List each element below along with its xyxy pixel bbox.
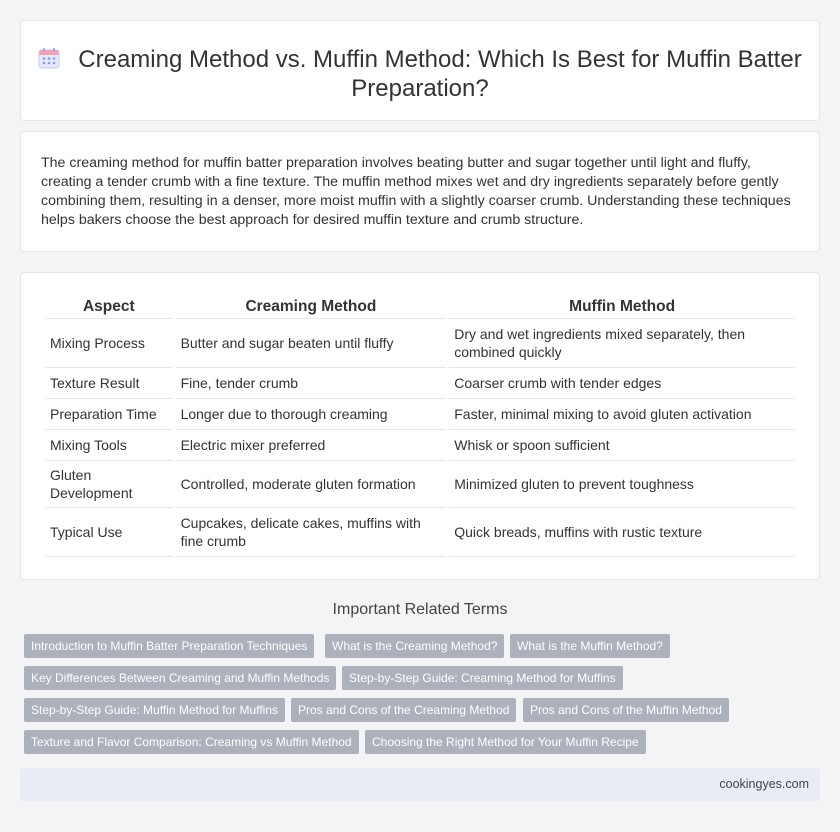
related-tag-introduction[interactable]: Introduction to Muffin Batter Preparation Techniques: [24, 634, 314, 658]
comparison-table: [42, 295, 798, 557]
cell-aspect: Mixing Process: [45, 319, 173, 368]
page-title-text: Creaming Method vs. Muffin Method: Which Is Best for Muffin Batter Preparation?: [78, 46, 802, 102]
cell-aspect: Typical Use: [45, 508, 173, 557]
comparison-card: [20, 272, 820, 580]
related-tag-choosing-method[interactable]: Choosing the Right Method for Your Muffin Recipe: [365, 730, 646, 754]
cell-aspect: Texture Result: [45, 368, 173, 399]
related-tag-texture-flavor[interactable]: Texture and Flavor Comparison: Creaming vs Muffin Method: [24, 730, 359, 754]
cell-muffin: Dry and wet ingredients mixed separately, then combined quickly: [449, 319, 795, 368]
header-creaming-method: Creaming Method: [176, 295, 447, 319]
related-tag-creaming-method[interactable]: What is the Creaming Method?: [325, 634, 504, 658]
cell-creaming: Cupcakes, delicate cakes, muffins with fine crumb: [176, 508, 447, 557]
cell-creaming: Controlled, moderate gluten formation: [176, 461, 447, 508]
table-row: [45, 430, 795, 461]
table-row: [45, 461, 795, 508]
related-terms-title: Important Related Terms: [332, 601, 508, 618]
page-title: [21, 45, 819, 103]
cell-muffin: Faster, minimal mixing to avoid gluten activation: [449, 399, 795, 430]
related-tag-muffin-method[interactable]: What is the Muffin Method?: [510, 634, 670, 658]
cell-creaming: Electric mixer preferred: [176, 430, 447, 461]
cell-creaming: Fine, tender crumb: [176, 368, 447, 399]
intro-paragraph: The creaming method for muffin batter preparation involves beating butter and sugar together until light and fluffy, creating a tender crumb with a fine texture. The muffin method mixes wet and dry ingredients separately before gently combining them, resulting in a denser, more moist muffin with a slightly coarser crumb. Understanding these techniques helps bakers choose the best approach for desired muffin texture and crumb structure.: [41, 155, 791, 228]
header-muffin-method: Muffin Method: [449, 295, 795, 319]
footer: [20, 768, 820, 801]
related-tag-key-differences[interactable]: Key Differences Between Creaming and Muffin Methods: [24, 666, 336, 690]
table-row: [45, 368, 795, 399]
cell-creaming: Longer due to thorough creaming: [176, 399, 447, 430]
related-tag-pros-cons-creaming[interactable]: Pros and Cons of the Creaming Method: [291, 698, 516, 722]
related-tag-pros-cons-muffin[interactable]: Pros and Cons of the Muffin Method: [523, 698, 729, 722]
table-row: [45, 319, 795, 368]
cell-muffin: Coarser crumb with tender edges: [449, 368, 795, 399]
cell-aspect: Gluten Development: [45, 461, 173, 508]
table-row: [45, 399, 795, 430]
intro-card: [20, 131, 820, 252]
footer-site-name: cookingyes.com: [719, 777, 809, 791]
cell-muffin: Minimized gluten to prevent toughness: [449, 461, 795, 508]
table-header-row: [45, 295, 795, 319]
cell-muffin: Quick breads, muffins with rustic texture: [449, 508, 795, 557]
related-tag-guide-muffin[interactable]: Step-by-Step Guide: Muffin Method for Muffins: [24, 698, 285, 722]
cell-aspect: Mixing Tools: [45, 430, 173, 461]
related-tag-guide-creaming[interactable]: Step-by-Step Guide: Creaming Method for Muffins: [342, 666, 623, 690]
cell-muffin: Whisk or spoon sufficient: [449, 430, 795, 461]
title-card: [20, 20, 820, 121]
cell-aspect: Preparation Time: [45, 399, 173, 430]
cell-creaming: Butter and sugar beaten until fluffy: [176, 319, 447, 368]
calendar-icon: [38, 47, 60, 69]
table-row: [45, 508, 795, 557]
header-aspect: Aspect: [45, 295, 173, 319]
